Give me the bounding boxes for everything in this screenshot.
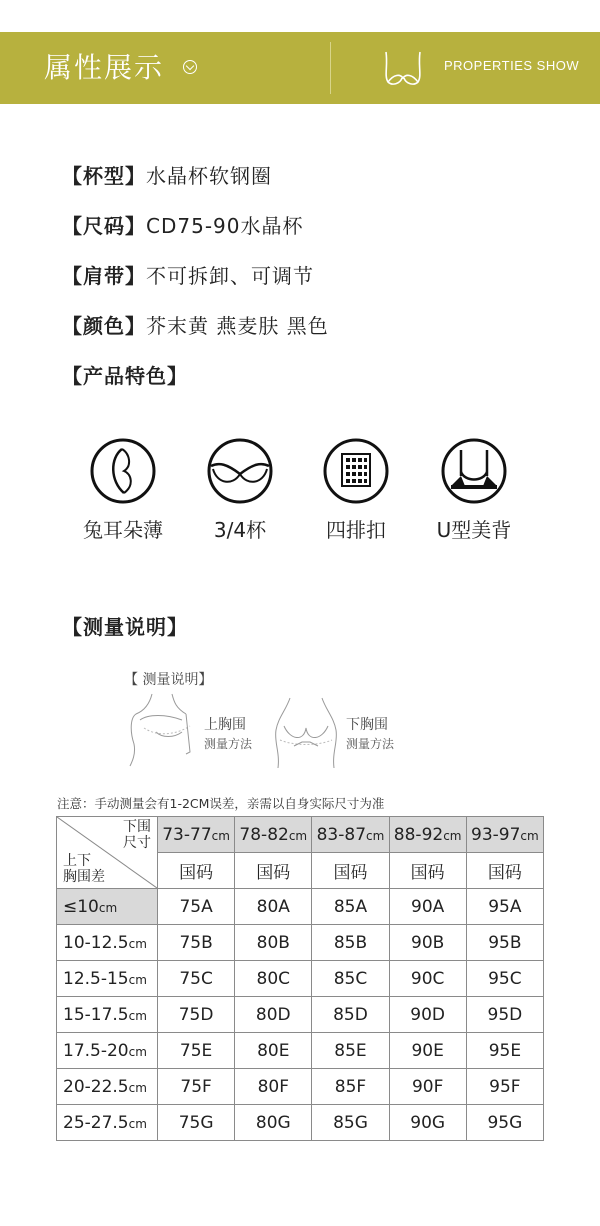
rabbit-ear-cup-icon <box>88 436 158 506</box>
size-cell: 75B <box>158 925 235 961</box>
row-header: 20-22.5cm <box>57 1069 158 1105</box>
upper-bust-figure <box>126 692 198 768</box>
row-header: 15-17.5cm <box>57 997 158 1033</box>
measurement-note: 注意：手动测量会有1-2CM误差，亲需以自身实际尺寸为准 <box>57 796 385 811</box>
size-cell: 80A <box>235 889 312 925</box>
size-table <box>56 816 544 1141</box>
table-corner-cell <box>57 817 158 889</box>
section-title: 属性展示 <box>44 51 165 84</box>
size-cell: 80B <box>235 925 312 961</box>
code-label-cell: 国码 <box>312 853 389 889</box>
corner-top-line2: 尺寸 <box>123 835 151 851</box>
column-header: 78-82cm <box>235 817 312 853</box>
measurement-heading: 【测量说明】 <box>62 615 188 639</box>
table-row <box>57 961 544 997</box>
prop-value: CD75-90水晶杯 <box>146 214 304 238</box>
bra-logo-icon <box>380 46 426 90</box>
table-row <box>57 925 544 961</box>
feature-label: U型美背 <box>436 518 512 542</box>
size-cell: 90B <box>389 925 466 961</box>
size-cell: 95E <box>466 1033 543 1069</box>
feature-three-quarter <box>190 436 290 543</box>
row-header: 25-27.5cm <box>57 1105 158 1141</box>
prop-key: 【杯型】 <box>62 164 146 188</box>
size-cell: 85C <box>312 961 389 997</box>
size-cell: 80F <box>235 1069 312 1105</box>
corner-top-line1: 下围 <box>123 819 151 835</box>
size-cell: 85E <box>312 1033 389 1069</box>
chevron-down-circle-icon <box>183 60 197 74</box>
size-cell: 85D <box>312 997 389 1033</box>
column-header: 73-77cm <box>158 817 235 853</box>
header-band <box>0 32 600 104</box>
feature-label: 3/4杯 <box>213 518 267 542</box>
row-header: ≤10cm <box>57 889 158 925</box>
feature-four-row-hook <box>306 436 406 543</box>
size-cell: 90F <box>389 1069 466 1105</box>
feature-label: 兔耳朵薄 <box>83 518 163 542</box>
size-cell: 85G <box>312 1105 389 1141</box>
row-header: 17.5-20cm <box>57 1033 158 1069</box>
size-cell: 75F <box>158 1069 235 1105</box>
column-header: 88-92cm <box>389 817 466 853</box>
size-cell: 90G <box>389 1105 466 1141</box>
prop-features-heading <box>62 360 188 389</box>
size-cell: 90E <box>389 1033 466 1069</box>
size-cell: 90A <box>389 889 466 925</box>
corner-bottom-line2: 胸围差 <box>63 869 105 885</box>
prop-key: 【尺码】 <box>62 214 146 238</box>
size-cell: 75C <box>158 961 235 997</box>
prop-size <box>62 210 303 239</box>
section-subtitle: PROPERTIES SHOW <box>444 58 580 73</box>
code-label-cell: 国码 <box>389 853 466 889</box>
size-cell: 80E <box>235 1033 312 1069</box>
lower-bust-figure <box>270 696 342 772</box>
upper-bust-method: 测量方法 <box>204 737 253 751</box>
prop-value: 不可拆卸、可调节 <box>146 264 314 288</box>
size-cell: 75E <box>158 1033 235 1069</box>
row-header: 12.5-15cm <box>57 961 158 997</box>
size-cell: 95C <box>466 961 543 997</box>
corner-bottom-line1: 上下 <box>63 853 91 869</box>
feature-rabbit-ear <box>73 436 173 543</box>
three-quarter-cup-icon <box>205 436 275 506</box>
table-row <box>57 1033 544 1069</box>
prop-value: 芥末黄 燕麦肤 黑色 <box>146 314 329 338</box>
size-cell: 95G <box>466 1105 543 1141</box>
header-divider <box>330 42 331 94</box>
corner-bottom-label <box>63 853 105 885</box>
u-back-icon <box>439 436 509 506</box>
corner-top-label <box>123 819 151 851</box>
size-cell: 90D <box>389 997 466 1033</box>
code-label-cell: 国码 <box>235 853 312 889</box>
prop-value: 水晶杯软钢圈 <box>146 164 272 188</box>
prop-key: 【产品特色】 <box>62 364 188 388</box>
size-cell: 85F <box>312 1069 389 1105</box>
table-header-row <box>57 817 544 853</box>
size-cell: 80D <box>235 997 312 1033</box>
row-header: 10-12.5cm <box>57 925 158 961</box>
prop-strap <box>62 260 314 289</box>
size-cell: 80C <box>235 961 312 997</box>
size-cell: 75D <box>158 997 235 1033</box>
column-header: 93-97cm <box>466 817 543 853</box>
size-cell: 80G <box>235 1105 312 1141</box>
size-cell: 75A <box>158 889 235 925</box>
code-label-cell: 国码 <box>158 853 235 889</box>
prop-key: 【肩带】 <box>62 264 146 288</box>
size-cell: 95B <box>466 925 543 961</box>
feature-label: 四排扣 <box>326 518 386 542</box>
size-cell: 95F <box>466 1069 543 1105</box>
size-cell: 85B <box>312 925 389 961</box>
feature-u-back <box>424 436 524 543</box>
prop-key: 【颜色】 <box>62 314 146 338</box>
table-row <box>57 889 544 925</box>
size-cell: 90C <box>389 961 466 997</box>
code-label-cell: 国码 <box>466 853 543 889</box>
column-header: 83-87cm <box>312 817 389 853</box>
table-row <box>57 1069 544 1105</box>
size-cell: 95D <box>466 997 543 1033</box>
size-cell: 75G <box>158 1105 235 1141</box>
prop-color <box>62 310 329 339</box>
table-row <box>57 997 544 1033</box>
lower-bust-title: 下胸围 <box>346 717 388 733</box>
size-cell: 85A <box>312 889 389 925</box>
prop-cup-type <box>62 160 272 189</box>
four-row-hook-icon <box>321 436 391 506</box>
upper-bust-title: 上胸围 <box>204 717 246 733</box>
measurement-subheading: 【 测量说明】 <box>124 672 213 688</box>
size-cell: 95A <box>466 889 543 925</box>
lower-bust-method: 测量方法 <box>346 737 395 751</box>
table-row <box>57 1105 544 1141</box>
